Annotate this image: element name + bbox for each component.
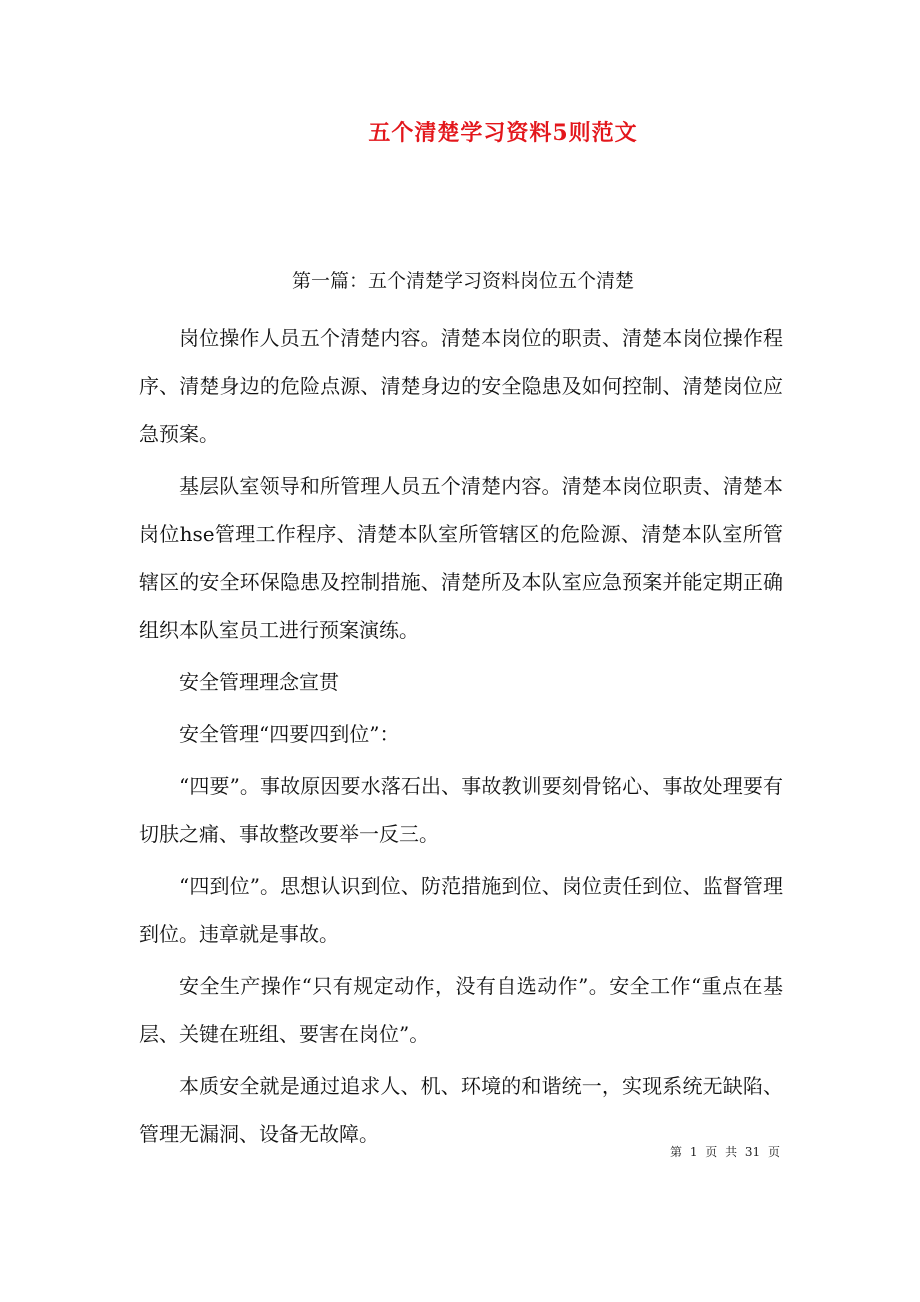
paragraph: 基层队室领导和所管理人员五个清楚内容。清楚本岗位职责、清楚本岗位hse管理工作程序、清楚本队室所管辖区的危险源、清楚本队室所管辖区的安全环保隐患及控制措施、清楚所及本队室应急预案并能定期正确组织本队室员工进行预案演练。 bbox=[139, 474, 783, 642]
section-heading: 第一篇：五个清楚学习资料岗位五个清楚 bbox=[291, 270, 634, 292]
paragraph: 安全管理“四要四到位”： bbox=[179, 722, 400, 746]
paragraph: 本质安全就是通过追求人、机、环境的和谐统一，实现系统无缺陷、管理无漏洞、设备无故障。 bbox=[139, 1074, 783, 1146]
document-title: 五个清楚学习资料5则范文 bbox=[368, 120, 638, 146]
page-number-footer: 第 1 页 共 31 页 bbox=[670, 1145, 780, 1159]
paragraph: 安全生产操作“只有规定动作，没有自选动作”。安全工作“重点在基层、关键在班组、要害在岗位”。 bbox=[139, 974, 783, 1046]
document-body bbox=[139, 314, 783, 1158]
paragraph: “四到位”。思想认识到位、防范措施到位、岗位责任到位、监督管理到位。违章就是事故。 bbox=[139, 874, 783, 946]
paragraph: 岗位操作人员五个清楚内容。清楚本岗位的职责、清楚本岗位操作程序、清楚身边的危险点源、清楚身边的安全隐患及如何控制、清楚岗位应急预案。 bbox=[139, 326, 783, 446]
paragraph: “四要”。事故原因要水落石出、事故教训要刻骨铭心、事故处理要有切肤之痛、事故整改要举一反三。 bbox=[139, 774, 783, 846]
paragraph: 安全管理理念宣贯 bbox=[179, 670, 339, 694]
